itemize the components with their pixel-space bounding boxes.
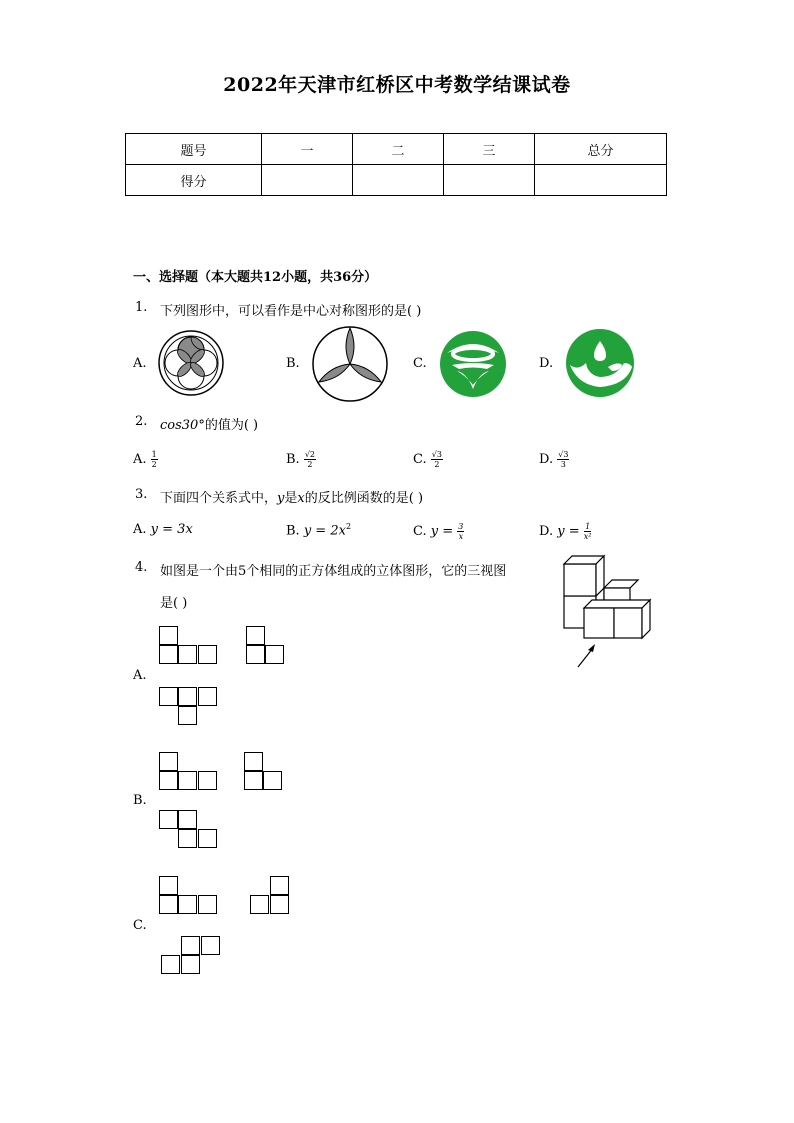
q3-var-x: x [297,491,305,506]
q3-option-b-exponent: 2 [345,522,352,531]
q3-option-b[interactable] [286,522,351,538]
q2-option-b-label: B. [286,452,300,467]
q3-option-c-formula: y = [430,524,458,539]
q3-option-c-fraction [457,522,464,541]
header-cell: 一 [262,134,353,165]
q4-option-a-label: A. [133,668,147,683]
q2-option-b[interactable] [286,450,316,469]
q1-option-c-label: C. [413,356,427,371]
q4-text-line1: 如图是一个由5个相同的正方体组成的立体图形，它的三视图 [160,564,507,579]
page-title: 2022年天津市红桥区中考数学结课试卷 [223,74,571,96]
denominator: 2 [434,460,440,469]
score-cell[interactable] [262,165,353,196]
q3-option-a-label: A. [133,522,147,537]
q1-text: 下列图形中，可以看作是中心对称图形的是( ) [160,304,422,319]
q3-option-b-formula: y = 2x [303,523,346,539]
q3-text-mid: 是 [284,491,298,506]
q2-option-b-fraction [304,450,316,469]
q2-number: 2. [135,414,148,429]
q3-number: 3. [135,487,148,502]
q2-option-c[interactable] [413,450,443,469]
q1-option-d-label: D. [539,356,554,371]
score-table-header-row [126,134,667,165]
q4-text-line2: 是( ) [160,596,188,611]
header-cell: 三 [444,134,535,165]
q4-option-b-label: B. [133,793,147,808]
q3-option-a-formula: y = 3x [150,522,193,537]
denominator: 2 [151,460,157,469]
q2-option-d-label: D. [539,452,554,467]
q4-option-c-label: C. [133,918,147,933]
q3-option-d[interactable] [539,522,591,541]
q1-option-b-label: B. [286,356,300,371]
denominator: x [458,532,464,541]
q4-number: 4. [135,560,148,575]
q3-text [160,487,423,506]
header-cell: 二 [353,134,444,165]
q2-text [160,414,258,433]
numerator: 3 [458,522,464,531]
q3-var-y: y [277,491,285,506]
q2-option-a[interactable] [133,450,158,469]
q2-expression: cos30° [160,418,205,433]
q3-option-d-fraction [584,522,592,541]
q2-option-c-fraction [431,450,443,469]
q2-option-c-label: C. [413,452,427,467]
denominator: x² [583,532,592,541]
q1-option-c-figure [438,329,508,399]
numerator: 1 [151,450,157,459]
q1-option-d-figure [564,327,636,399]
denominator: 2 [307,460,313,469]
row-label-cell: 得分 [126,165,262,196]
q2-option-d-fraction [557,450,569,469]
score-table-row [126,165,667,196]
header-cell: 总分 [535,134,667,165]
q3-text-pre: 下面四个关系式中， [160,491,278,506]
denominator: 3 [560,460,566,469]
score-cell[interactable] [444,165,535,196]
numerator: √2 [304,450,316,459]
q3-text-post: 的反比例函数的是( ) [304,491,424,506]
q2-question: 的值为( ) [204,418,259,433]
q3-option-a[interactable] [133,522,193,537]
q3-option-c-label: C. [413,524,427,539]
q3-option-d-label: D. [539,524,554,539]
score-cell[interactable] [353,165,444,196]
section-heading: 一、选择题（本大题共12小题，共36分） [133,270,378,285]
q1-number: 1. [135,300,148,315]
q1-option-a-figure [157,329,225,397]
q2-option-a-label: A. [133,452,147,467]
q3-option-c[interactable] [413,522,464,541]
score-table [125,133,667,196]
q2-option-a-fraction [151,450,158,469]
header-cell: 题号 [126,134,262,165]
q3-option-b-label: B. [286,523,300,539]
q4-solid-figure [560,552,660,672]
q3-option-d-formula: y = [557,524,584,539]
numerator: 1 [585,522,591,531]
score-cell[interactable] [535,165,667,196]
q1-option-a-label: A. [133,356,147,371]
numerator: √3 [558,450,569,459]
q2-option-d[interactable] [539,450,569,469]
numerator: √3 [431,450,442,459]
q1-option-b-figure [311,325,389,403]
